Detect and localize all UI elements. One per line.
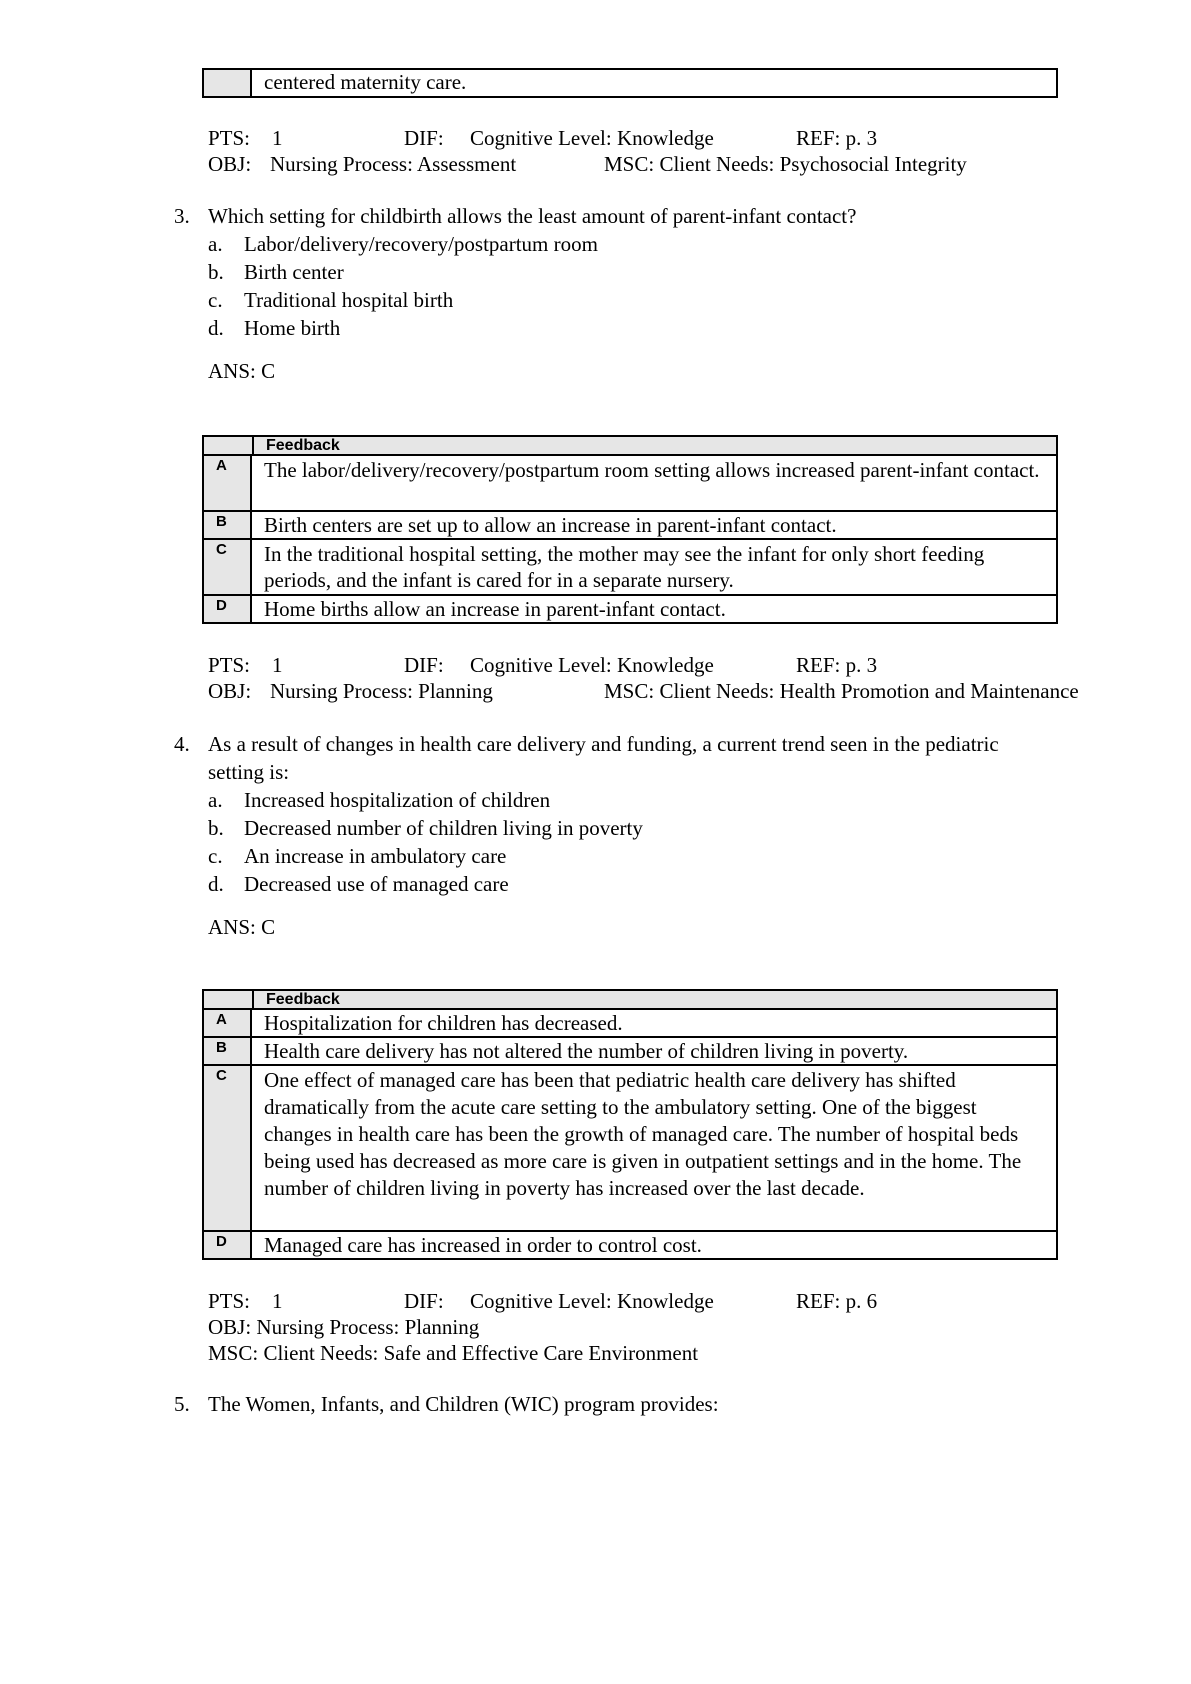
question-5-stem-line bbox=[174, 1390, 719, 1418]
option-text: Decreased use of managed care bbox=[244, 872, 509, 896]
dif-label: DIF: bbox=[404, 1289, 444, 1313]
feedback-text: Hospitalization for children has decreased. bbox=[264, 1011, 623, 1035]
ref-value: REF: p. 3 bbox=[796, 126, 878, 150]
dif-value: Cognitive Level: Knowledge bbox=[470, 653, 714, 677]
option-letter: b. bbox=[208, 260, 224, 284]
option-text: Increased hospitalization of children bbox=[244, 788, 551, 812]
question-number: 3. bbox=[174, 204, 190, 228]
question-4-stem-line-2: setting is: bbox=[208, 760, 290, 784]
msc-value: MSC: Client Needs: Health Promotion and Maintenance bbox=[604, 679, 1079, 703]
feedback-row bbox=[204, 540, 1056, 596]
option-text: Decreased number of children living in poverty bbox=[244, 816, 643, 840]
feedback-table bbox=[202, 435, 1058, 624]
option-b bbox=[208, 814, 643, 842]
option-text: Home birth bbox=[244, 316, 341, 340]
feedback-header: Feedback bbox=[254, 991, 1056, 1008]
feedback-row bbox=[204, 1038, 1056, 1066]
feedback-text: centered maternity care. bbox=[264, 70, 467, 94]
feedback-text: In the traditional hospital setting, the mother may see the infant for only short feeding periods, and the infant is cared for in a separate nursery. bbox=[264, 542, 985, 592]
dif-value: Cognitive Level: Knowledge bbox=[470, 1289, 714, 1313]
feedback-row bbox=[204, 1010, 1056, 1038]
option-d bbox=[208, 314, 341, 342]
dif-label: DIF: bbox=[404, 126, 444, 150]
question-stem: Which setting for childbirth allows the least amount of parent-infant contact? bbox=[208, 204, 857, 228]
feedback-table-continued bbox=[202, 68, 1058, 98]
feedback-header: Feedback bbox=[254, 437, 1056, 454]
feedback-text: Birth centers are set up to allow an increase in parent-infant contact. bbox=[264, 513, 837, 537]
feedback-text: One effect of managed care has been that pediatric health care delivery has shifted dramatically from the acute care setting to the ambulatory setting. One of the biggest changes in health care has been the growth of managed care. The number of hospital beds being used has decreased as more care is given in outpatient settings and in the home. The number of children living in poverty has increased over the last decade. bbox=[264, 1068, 1022, 1200]
feedback-letter-cell bbox=[204, 70, 252, 96]
meta-line-1 bbox=[208, 125, 878, 151]
feedback-letter: C bbox=[204, 1066, 252, 1230]
feedback-letter: D bbox=[204, 1232, 252, 1258]
feedback-row bbox=[204, 596, 1056, 622]
option-letter: c. bbox=[208, 288, 223, 312]
question-stem: The Women, Infants, and Children (WIC) program provides: bbox=[208, 1392, 719, 1416]
feedback-text: Health care delivery has not altered the number of children living in poverty. bbox=[264, 1039, 909, 1063]
feedback-letter: B bbox=[204, 512, 252, 538]
feedback-header-blank bbox=[204, 437, 254, 454]
pts-value: 1 bbox=[272, 653, 283, 677]
question-number: 4. bbox=[174, 732, 190, 756]
question-4-stem-line bbox=[174, 730, 999, 758]
msc-line: MSC: Client Needs: Safe and Effective Care Environment bbox=[208, 1341, 699, 1365]
feedback-letter: C bbox=[204, 540, 252, 594]
obj-line: OBJ: Nursing Process: Planning bbox=[208, 1315, 480, 1339]
feedback-letter: B bbox=[204, 1038, 252, 1064]
pts-label: PTS: bbox=[208, 126, 251, 150]
feedback-row bbox=[204, 1066, 1056, 1232]
answer: ANS: C bbox=[208, 915, 276, 939]
feedback-header-blank bbox=[204, 991, 254, 1008]
feedback-row bbox=[204, 1232, 1056, 1258]
feedback-text: Managed care has increased in order to control cost. bbox=[264, 1233, 702, 1257]
option-text: Traditional hospital birth bbox=[244, 288, 454, 312]
msc-value: MSC: Client Needs: Psychosocial Integrity bbox=[604, 152, 967, 176]
option-a bbox=[208, 230, 598, 258]
pts-label: PTS: bbox=[208, 1289, 251, 1313]
option-letter: d. bbox=[208, 872, 224, 896]
option-c bbox=[208, 842, 507, 870]
question-stem: As a result of changes in health care delivery and funding, a current trend seen in the pediatric bbox=[208, 732, 999, 756]
feedback-row bbox=[204, 512, 1056, 540]
question-3-stem-line bbox=[174, 202, 857, 230]
meta-line-1 bbox=[208, 1288, 878, 1314]
option-text: Labor/delivery/recovery/postpartum room bbox=[244, 232, 598, 256]
feedback-table bbox=[202, 989, 1058, 1260]
option-letter: b. bbox=[208, 816, 224, 840]
meta-line-2 bbox=[208, 678, 1079, 704]
option-letter: d. bbox=[208, 316, 224, 340]
dif-value: Cognitive Level: Knowledge bbox=[470, 126, 714, 150]
option-letter: c. bbox=[208, 844, 223, 868]
feedback-text: Home births allow an increase in parent-infant contact. bbox=[264, 597, 726, 621]
option-text: Birth center bbox=[244, 260, 344, 284]
ref-value: REF: p. 6 bbox=[796, 1289, 878, 1313]
feedback-row bbox=[204, 70, 1056, 96]
ref-value: REF: p. 3 bbox=[796, 653, 878, 677]
question-number: 5. bbox=[174, 1392, 190, 1416]
feedback-header-row bbox=[204, 437, 1056, 456]
meta-line-2 bbox=[208, 151, 967, 177]
dif-label: DIF: bbox=[404, 653, 444, 677]
option-a bbox=[208, 786, 551, 814]
option-text: An increase in ambulatory care bbox=[244, 844, 507, 868]
answer: ANS: C bbox=[208, 359, 276, 383]
feedback-header-row bbox=[204, 991, 1056, 1010]
option-c bbox=[208, 286, 454, 314]
obj-value: Nursing Process: Planning bbox=[270, 679, 493, 703]
feedback-letter: A bbox=[204, 1010, 252, 1036]
option-letter: a. bbox=[208, 232, 223, 256]
option-b bbox=[208, 258, 344, 286]
obj-value: Nursing Process: Assessment bbox=[270, 152, 517, 176]
obj-label: OBJ: bbox=[208, 152, 252, 176]
feedback-letter: D bbox=[204, 596, 252, 622]
pts-label: PTS: bbox=[208, 653, 251, 677]
pts-value: 1 bbox=[272, 1289, 283, 1313]
option-letter: a. bbox=[208, 788, 223, 812]
feedback-row bbox=[204, 456, 1056, 512]
obj-label: OBJ: bbox=[208, 679, 252, 703]
feedback-letter: A bbox=[204, 456, 252, 510]
meta-line-1 bbox=[208, 652, 878, 678]
pts-value: 1 bbox=[272, 126, 283, 150]
option-d bbox=[208, 870, 509, 898]
feedback-text: The labor/delivery/recovery/postpartum room setting allows increased parent-infant contact. bbox=[264, 458, 1040, 482]
